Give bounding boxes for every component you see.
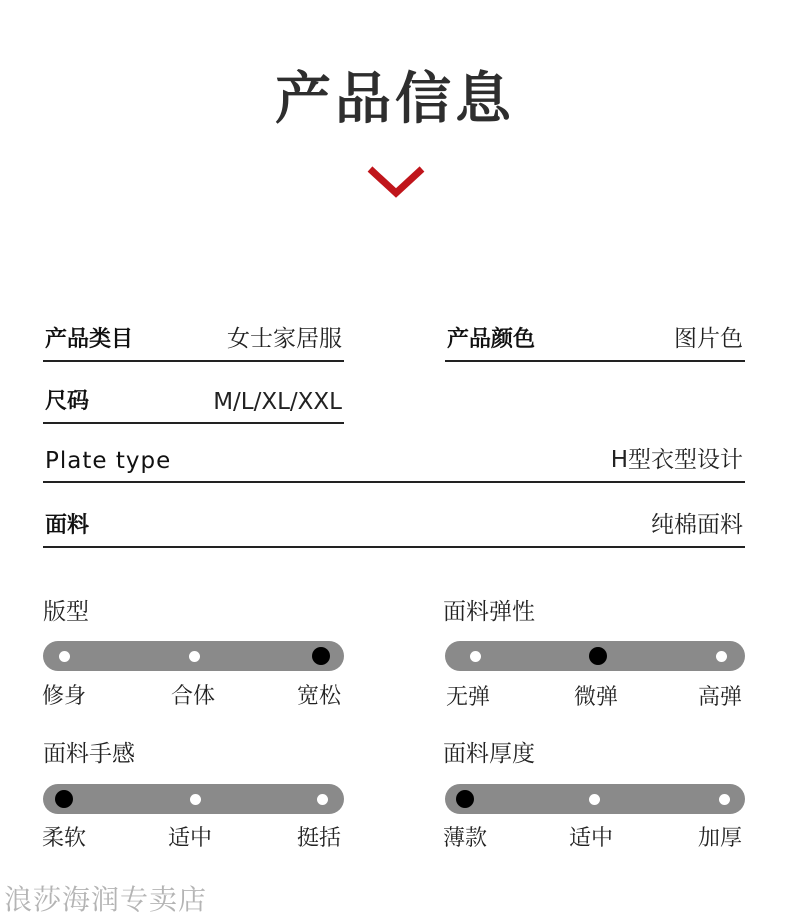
fit-option-dot-0 bbox=[59, 651, 70, 662]
thickness-option-0: 薄款 bbox=[443, 826, 488, 851]
info-row-color bbox=[445, 324, 745, 362]
info-row-plate-type bbox=[43, 445, 745, 483]
store-watermark: 浪莎海润专卖店 bbox=[4, 883, 208, 916]
elasticity-scale-track bbox=[445, 641, 745, 671]
thickness-option-2: 加厚 bbox=[698, 826, 743, 851]
plate-type-label: Plate type bbox=[45, 448, 172, 474]
elasticity-option-dot-0 bbox=[470, 651, 481, 662]
size-value: M/L/XL/XXL bbox=[213, 389, 342, 415]
fit-scale-label: 版型 bbox=[43, 599, 89, 625]
fabric-label: 面料 bbox=[45, 513, 90, 538]
info-row-category bbox=[43, 324, 344, 362]
category-label: 产品类目 bbox=[45, 327, 134, 352]
thickness-option-1: 适中 bbox=[569, 826, 614, 851]
thickness-option-dot-2 bbox=[719, 794, 730, 805]
elasticity-option-1: 微弹 bbox=[574, 685, 619, 710]
thickness-scale-label: 面料厚度 bbox=[443, 741, 535, 767]
hand-feel-scale-track bbox=[43, 784, 344, 814]
hand-feel-option-dot-1 bbox=[190, 794, 201, 805]
info-row-fabric bbox=[43, 510, 745, 548]
elasticity-scale-label: 面料弹性 bbox=[443, 599, 535, 625]
fit-option-dot-2 bbox=[312, 647, 330, 665]
category-value: 女士家居服 bbox=[227, 326, 342, 352]
elasticity-option-dot-1 bbox=[589, 647, 607, 665]
fabric-value: 纯棉面料 bbox=[651, 512, 743, 538]
hand-feel-option-0: 柔软 bbox=[42, 826, 87, 851]
info-row-size bbox=[43, 386, 344, 424]
hand-feel-option-dot-0 bbox=[55, 790, 73, 808]
plate-type-value: H型衣型设计 bbox=[610, 447, 743, 473]
hand-feel-option-dot-2 bbox=[317, 794, 328, 805]
hand-feel-option-1: 适中 bbox=[168, 826, 213, 851]
hand-feel-scale-label: 面料手感 bbox=[43, 741, 135, 767]
section-title: 产品信息 bbox=[275, 67, 515, 132]
fit-option-1: 合体 bbox=[171, 684, 216, 709]
thickness-option-dot-1 bbox=[589, 794, 600, 805]
elasticity-option-2: 高弹 bbox=[698, 685, 743, 710]
thickness-scale-track bbox=[445, 784, 745, 814]
thickness-option-dot-0 bbox=[456, 790, 474, 808]
fit-option-dot-1 bbox=[189, 651, 200, 662]
hand-feel-option-2: 挺括 bbox=[297, 826, 342, 851]
fit-option-2: 宽松 bbox=[297, 684, 342, 709]
size-label: 尺码 bbox=[45, 389, 90, 414]
fit-option-0: 修身 bbox=[42, 684, 87, 709]
color-value: 图片色 bbox=[674, 326, 743, 352]
elasticity-option-0: 无弹 bbox=[446, 685, 491, 710]
fit-scale-track bbox=[43, 641, 344, 671]
elasticity-option-dot-2 bbox=[716, 651, 727, 662]
color-label: 产品颜色 bbox=[447, 327, 536, 352]
chevron-down-icon bbox=[366, 163, 426, 199]
